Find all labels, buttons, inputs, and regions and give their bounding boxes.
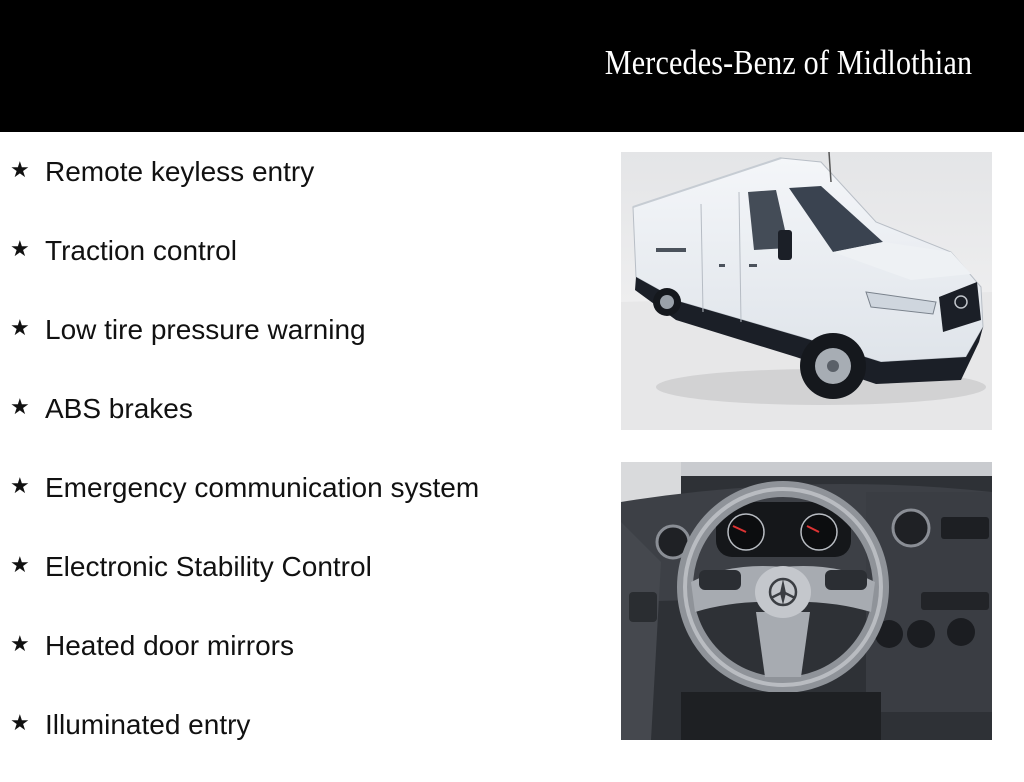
feature-label: Low tire pressure warning <box>45 314 366 345</box>
steering-wheel-interior-photo <box>621 462 992 740</box>
feature-label: Illuminated entry <box>45 709 251 740</box>
feature-item <box>10 624 590 703</box>
dealer-name: Mercedes-Benz of Midlothian <box>604 43 972 82</box>
feature-item <box>10 466 590 545</box>
star-icon: ★ <box>10 552 30 577</box>
feature-label: Emergency communication system <box>45 472 480 503</box>
feature-item <box>10 545 590 624</box>
star-icon: ★ <box>10 394 30 419</box>
feature-label: Electronic Stability Control <box>45 551 372 582</box>
feature-item <box>10 150 590 229</box>
feature-item <box>10 387 590 466</box>
header-bar <box>0 0 1024 132</box>
van-exterior-photo <box>621 152 992 430</box>
feature-label: Traction control <box>45 235 237 266</box>
feature-label: Heated door mirrors <box>45 630 294 661</box>
feature-item <box>10 703 590 782</box>
star-icon: ★ <box>10 315 30 340</box>
star-icon: ★ <box>10 631 30 656</box>
star-icon: ★ <box>10 473 30 498</box>
feature-item <box>10 308 590 387</box>
feature-label: ABS brakes <box>45 393 193 424</box>
star-icon: ★ <box>10 157 30 182</box>
feature-item <box>10 229 590 308</box>
star-icon: ★ <box>10 236 30 261</box>
feature-label: Remote keyless entry <box>45 156 315 187</box>
feature-list <box>10 150 590 782</box>
star-icon: ★ <box>10 710 30 735</box>
